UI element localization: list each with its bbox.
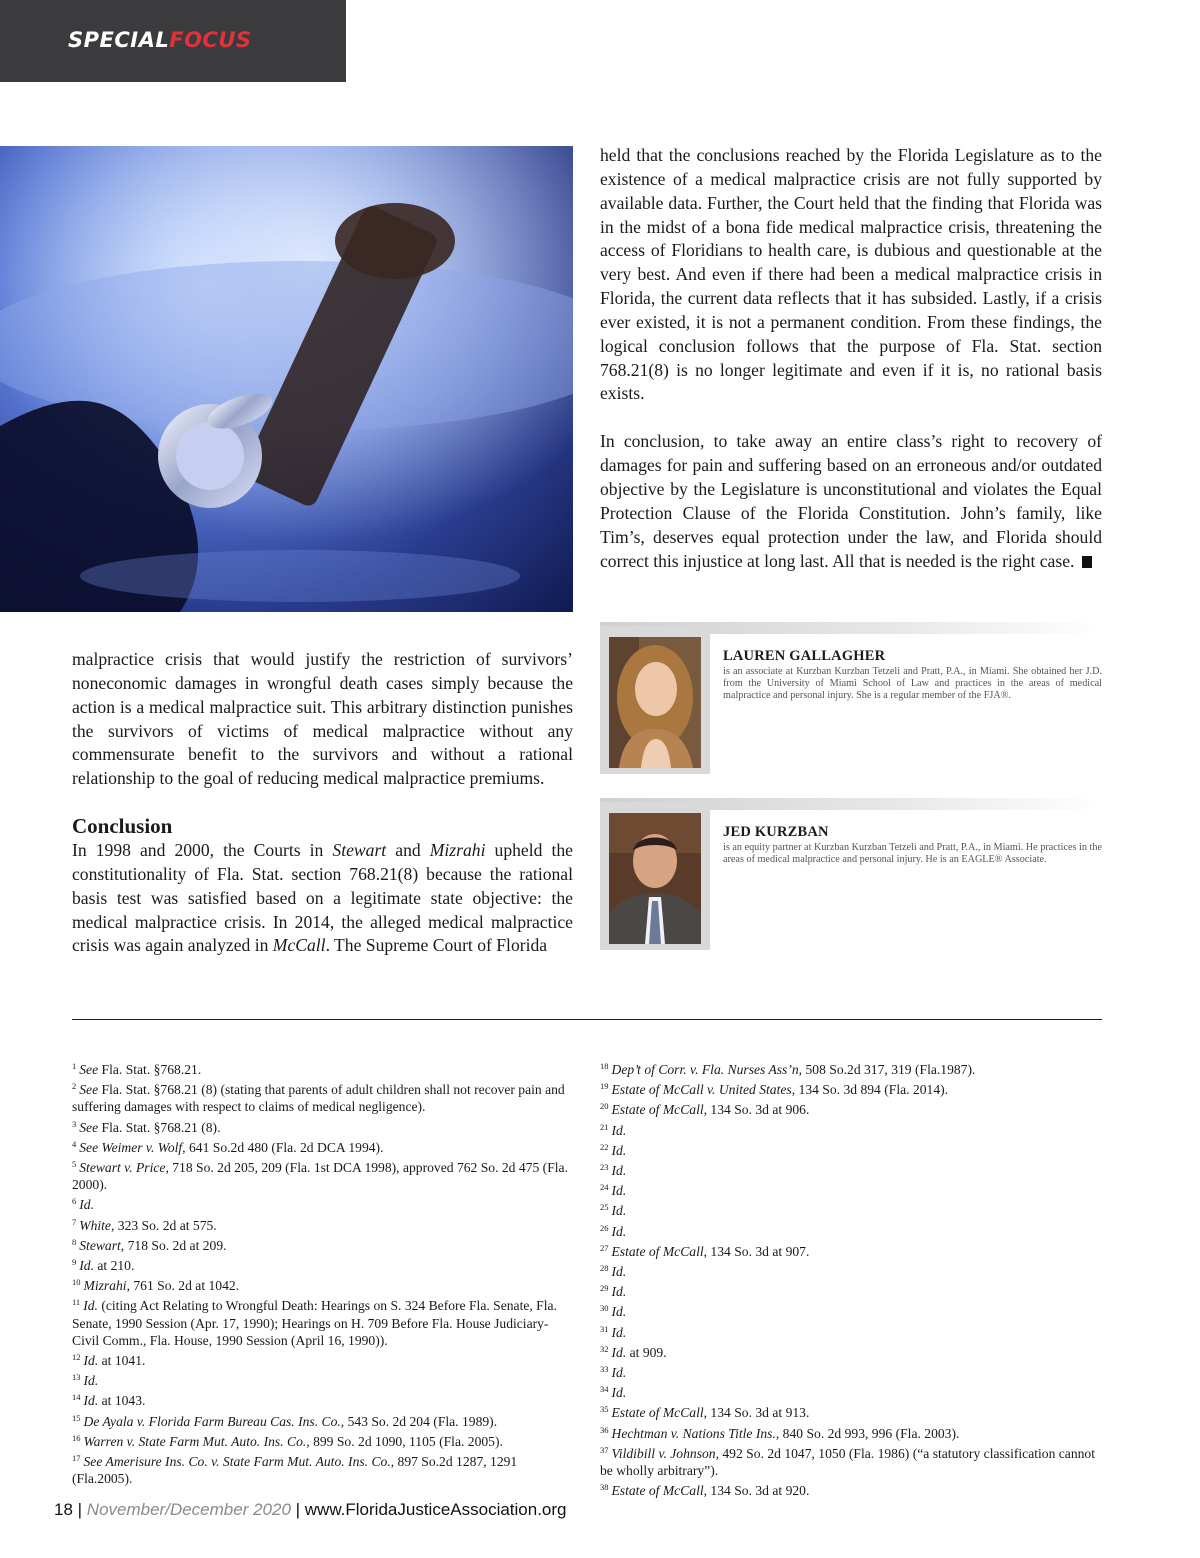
- footnote-text: , 134 So. 3d at 907.: [703, 1243, 810, 1259]
- footnote-divider: [72, 1019, 1102, 1020]
- footnote-number: 19: [600, 1081, 609, 1092]
- footnote: [600, 1078, 1102, 1098]
- footnote-text: 840 So. 2d 993, 996 (Fla. 2003).: [779, 1425, 960, 1441]
- footnote-number: 31: [600, 1323, 609, 1334]
- footnote-citation: Id.: [83, 1298, 98, 1314]
- footnote-number: 37: [600, 1444, 609, 1455]
- footnote: [72, 1193, 574, 1213]
- footnote-number: 26: [600, 1222, 609, 1233]
- footnote-number: 32: [600, 1343, 609, 1354]
- footnote-number: 3: [72, 1118, 77, 1129]
- footnote-number: 1: [72, 1061, 77, 1071]
- footnote-citation: White: [79, 1217, 111, 1233]
- footnote: [600, 1260, 1102, 1280]
- footnote-number: 27: [600, 1242, 609, 1253]
- footnote: [600, 1280, 1102, 1300]
- footnote-citation: Dep’t of Corr. v. Fla. Nurses Ass’n,: [611, 1062, 803, 1077]
- footnote-number: 24: [600, 1182, 609, 1193]
- footnote: [600, 1321, 1102, 1341]
- footnote-number: 28: [600, 1263, 609, 1274]
- footnote-citation: See: [79, 1082, 99, 1098]
- footnote: [72, 1234, 574, 1254]
- footnote-text: at 1043.: [98, 1393, 146, 1409]
- footnote-number: 11: [72, 1297, 81, 1308]
- author-description: is an equity partner at Kurzban Kurzban Tetzeli and Pratt, P.A., in Miami. He practices in the areas of medical malpractice and personal injury. He is an EAGLE® Associate.: [723, 842, 1102, 866]
- footnote: [600, 1240, 1102, 1260]
- author-name: LAUREN GALLAGHER: [723, 648, 886, 664]
- footnote-number: 20: [600, 1101, 609, 1112]
- footnote-citation: Id.: [611, 1284, 627, 1300]
- footnote-citation: Stewart: [79, 1237, 121, 1253]
- footnote: [600, 1300, 1102, 1320]
- page-number: 18: [54, 1500, 73, 1519]
- footnote: [72, 1349, 574, 1369]
- footnote: [72, 1078, 574, 1115]
- footnote: [72, 1116, 574, 1136]
- footnote-citation: Estate of McCall: [611, 1102, 704, 1118]
- footnote-text: 508 So.2d 317, 319 (Fla.1987).: [802, 1062, 976, 1077]
- right-column: [600, 144, 1102, 597]
- body-paragraph: held that the conclusions reached by the Florida Legislature as to the existence of a medical malpractice crisis are not fully supported by available data. Further, the Court held that the finding that Florida was in the midst of a bona fide medical malpractice crisis, threatening the access of Floridians to health care, is dubious and questionable at the very best. And even if there had been a medical malpractice crisis in Florida, the current data reflects that it has subsided. Lastly, if a crisis ever existed, it is not a permanent condition. From these findings, the logical conclusion follows that the purpose of Fla. Stat. section 768.21(8) is no longer legitimate and even if it is, no rational basis exists.: [600, 145, 1102, 404]
- footnote-citation: Id.: [79, 1197, 94, 1213]
- footnote: [600, 1199, 1102, 1219]
- footnote-number: 2: [72, 1081, 77, 1092]
- left-column: [72, 648, 573, 958]
- footnote: [600, 1361, 1102, 1381]
- footnote-citation: Id.: [611, 1304, 627, 1320]
- footnote-citation: Id.: [83, 1393, 99, 1409]
- footnote-text: , 323 So. 2d at 575.: [110, 1217, 217, 1233]
- footnote-text: , 134 So. 3d at 906.: [703, 1102, 810, 1118]
- footnote-citation: Id.: [611, 1344, 627, 1360]
- footnote-citation: Warren v. State Farm Mut. Auto. Ins. Co.,: [83, 1433, 310, 1449]
- body-paragraph: malpractice crisis that would justify the restriction of survivors’ noneconomic damages in wrongful death cases simply because the action is a medical malpractice suit. This arbitrary distinction punishes the survivors of victims of medical malpractice without any commensurate benefit to the survivors and without a rational relationship to the goal of reducing medical malpractice premiums.: [72, 649, 573, 789]
- footnote-number: 14: [72, 1392, 81, 1403]
- author-photo: [609, 637, 701, 768]
- footnote-number: 35: [600, 1404, 609, 1415]
- footnote-number: 22: [600, 1141, 609, 1152]
- footnote: [600, 1139, 1102, 1159]
- footnote-text: Fla. Stat. §768.21 (8).: [98, 1119, 221, 1135]
- footnote: [72, 1058, 574, 1078]
- footnote-text: Fla. Stat. §768.21.: [98, 1062, 202, 1077]
- footnote-number: 30: [600, 1303, 609, 1314]
- footnote-citation: Id.: [611, 1385, 627, 1401]
- footnote-citation: Id.: [83, 1353, 99, 1369]
- footnote: [72, 1389, 574, 1409]
- footnote-text: (citing Act Relating to Wrongful Death: Hearings on S. 324 Before Fla. Senate, Fla. Senate, 1990 Session (Apr. 17, 1990); Hearings on H. 709 Before Fla. House Judiciary-Civil Comm., Fla. House, 1990 Session (April 16, 1990)).: [72, 1298, 557, 1348]
- footnote: [72, 1274, 574, 1294]
- footnote-citation: See Amerisure Ins. Co. v. State Farm Mut. Auto. Ins. Co.: [83, 1454, 391, 1470]
- author-description: is an associate at Kurzban Kurzban Tetzeli and Pratt, P.A., in Miami. She obtained her J.D. from the University of Miami School of Law and practices in the areas of medical malpractice and personal injury. She is a regular member of the FJA®.: [723, 666, 1102, 702]
- footnote-number: 5: [72, 1159, 77, 1170]
- footnote: [600, 1058, 1102, 1078]
- footnote-citation: Hechtman v. Nations Title Ins.,: [611, 1425, 780, 1441]
- footnote-text: at 210.: [93, 1258, 135, 1274]
- author-photo-frame: [600, 626, 710, 774]
- footnote-text: at 909.: [626, 1344, 667, 1360]
- footnote-number: 13: [72, 1372, 81, 1383]
- author-photo-frame: [600, 802, 710, 950]
- footnote: [600, 1381, 1102, 1401]
- footnote-citation: Id.: [611, 1324, 627, 1340]
- footnote: [72, 1254, 574, 1274]
- footnote-number: 8: [72, 1236, 77, 1247]
- section-banner: [0, 0, 346, 82]
- footnote-number: 15: [72, 1412, 81, 1423]
- page-footer: 18 | November/December 2020 | www.FloridaJusticeAssociation.org: [54, 1500, 567, 1519]
- footnote-citation: Id.: [79, 1258, 94, 1274]
- footnote-citation: Estate of McCall: [611, 1405, 704, 1421]
- footnote: [72, 1214, 574, 1234]
- footnote-number: 38: [600, 1482, 609, 1493]
- footnote-citation: Estate of McCall: [611, 1243, 704, 1259]
- footnote-text: 492 So. 2d 1047, 1050 (Fla. 1986) (“a statutory classification cannot be wholly arbitrary”).: [600, 1445, 1096, 1479]
- footnote-number: 4: [72, 1138, 77, 1149]
- footnote: [600, 1220, 1102, 1240]
- footnote-text: , 134 So. 3d at 920.: [703, 1483, 810, 1499]
- footnote-text: , 543 So. 2d 204 (Fla. 1989).: [340, 1413, 498, 1429]
- footnote-number: 21: [600, 1121, 609, 1132]
- footnote-citation: Id.: [611, 1264, 627, 1280]
- website-link[interactable]: www.FloridaJusticeAssociation.org: [304, 1500, 567, 1519]
- footnote-text: 899 So. 2d 1090, 1105 (Fla. 2005).: [309, 1433, 503, 1449]
- footnote: [72, 1430, 574, 1450]
- body-paragraph: In 1998 and 2000, the Courts in Stewart and Mizrahi upheld the constitutionality of Fla. Stat. section 768.21(8) because the rational basis test was satisfied based on a legitimate state objective: the medical malpractice crisis. In 2014, the alleged medical malpractice crisis was again analyzed in McCall. The Supreme Court of Florida: [72, 840, 573, 956]
- footnote-number: 36: [600, 1424, 609, 1435]
- footnote: [600, 1098, 1102, 1118]
- author-photo: [609, 813, 701, 944]
- footnote-text: , 897 So.2d 1287, 1291 (Fla.2005).: [72, 1454, 518, 1487]
- footnote-number: 12: [72, 1352, 81, 1363]
- footnote-citation: Id.: [611, 1223, 627, 1239]
- footnote-number: 18: [600, 1061, 609, 1071]
- body-paragraph: In conclusion, to take away an entire class’s right to recovery of damages for pain and suffering based on an erroneous and/or outdated objective by the Legislature is unconstitutional and violates the Equal Protection Clause of the Florida Constitution. John’s family, like Tim’s, deserves equal protection under the law, and Florida should correct this injustice at long last. All that is needed is the right case.: [600, 431, 1102, 571]
- author-bio: [600, 622, 1102, 774]
- footnote-number: 16: [72, 1432, 81, 1443]
- footnote-text: 718 So. 2d 205, 209 (Fla. 1st DCA 1998), approved 762 So. 2d 475 (Fla. 2000).: [72, 1160, 568, 1193]
- footnote-citation: See: [79, 1062, 99, 1077]
- footnote: [600, 1119, 1102, 1139]
- footnote: [600, 1422, 1102, 1442]
- footnote-citation: Id.: [611, 1365, 627, 1381]
- footnote-number: 9: [72, 1257, 77, 1268]
- author-bio: [600, 798, 1102, 950]
- footnote-number: 23: [600, 1162, 609, 1173]
- footnote-text: Fla. Stat. §768.21 (8) (stating that parents of adult children shall not recover pain and suffering damages with respect to claims of medical negligence).: [72, 1082, 565, 1115]
- footnote-text: , 761 So. 2d at 1042.: [126, 1278, 240, 1294]
- footnote-citation: Id.: [611, 1122, 627, 1138]
- section-heading: Conclusion: [72, 814, 173, 839]
- gavel-stethoscope-photo: [0, 146, 573, 612]
- issue-date: November/December 2020: [86, 1500, 291, 1519]
- footnote: [72, 1369, 574, 1389]
- footnote-number: 10: [72, 1277, 81, 1288]
- footnote-citation: Estate of McCall: [611, 1483, 704, 1499]
- footnote-citation: Mizrahi: [83, 1278, 127, 1294]
- footnote-number: 17: [72, 1453, 81, 1464]
- footnote-number: 29: [600, 1283, 609, 1294]
- footnote-number: 7: [72, 1216, 77, 1227]
- footnote-text: , 718 So. 2d at 209.: [120, 1237, 227, 1253]
- footnote: [600, 1479, 1102, 1499]
- footnote-number: 33: [600, 1364, 609, 1375]
- footnote-citation: Id.: [611, 1142, 627, 1158]
- end-of-article-icon: [1082, 556, 1092, 568]
- footnote: [600, 1179, 1102, 1199]
- footnote-number: 25: [600, 1202, 609, 1213]
- footnote-text: , 134 So. 3d 894 (Fla. 2014).: [791, 1082, 949, 1098]
- footnote: [600, 1442, 1102, 1479]
- author-name: JED KURZBAN: [723, 824, 829, 840]
- footnote-number: 34: [600, 1384, 609, 1395]
- footnote-citation: De Ayala v. Florida Farm Bureau Cas. Ins. Co.: [83, 1413, 341, 1429]
- footnote: [72, 1136, 574, 1156]
- footnote-citation: Id.: [611, 1163, 627, 1179]
- footnote-text: at 1041.: [98, 1353, 146, 1369]
- footnote-citation: Stewart v. Price,: [79, 1160, 169, 1176]
- footnote-citation: Id.: [611, 1183, 627, 1199]
- footnote-citation: Vildibill v. Johnson,: [611, 1445, 719, 1461]
- footnote-text: 641 So.2d 480 (Fla. 2d DCA 1994).: [185, 1139, 384, 1155]
- footnote: [72, 1294, 574, 1349]
- footnote: [72, 1156, 574, 1193]
- section-title: SPECIALFOCUS: [68, 28, 252, 52]
- footnote: [600, 1159, 1102, 1179]
- footnote: [72, 1450, 574, 1487]
- footnote-citation: Id.: [611, 1203, 627, 1219]
- footnote-citation: Estate of McCall v. United States: [611, 1082, 792, 1098]
- footnote-citation: See Weimer v. Wolf,: [79, 1139, 186, 1155]
- footnote: [600, 1401, 1102, 1421]
- footnote-citation: Id.: [83, 1373, 99, 1389]
- footnotes-right: [600, 1058, 1102, 1499]
- footnote: [600, 1341, 1102, 1361]
- footnote-text: , 134 So. 3d at 913.: [703, 1405, 810, 1421]
- footnote: [72, 1410, 574, 1430]
- footnote-citation: See: [79, 1119, 99, 1135]
- footnotes-left: [72, 1058, 574, 1487]
- footnote-number: 6: [72, 1196, 77, 1207]
